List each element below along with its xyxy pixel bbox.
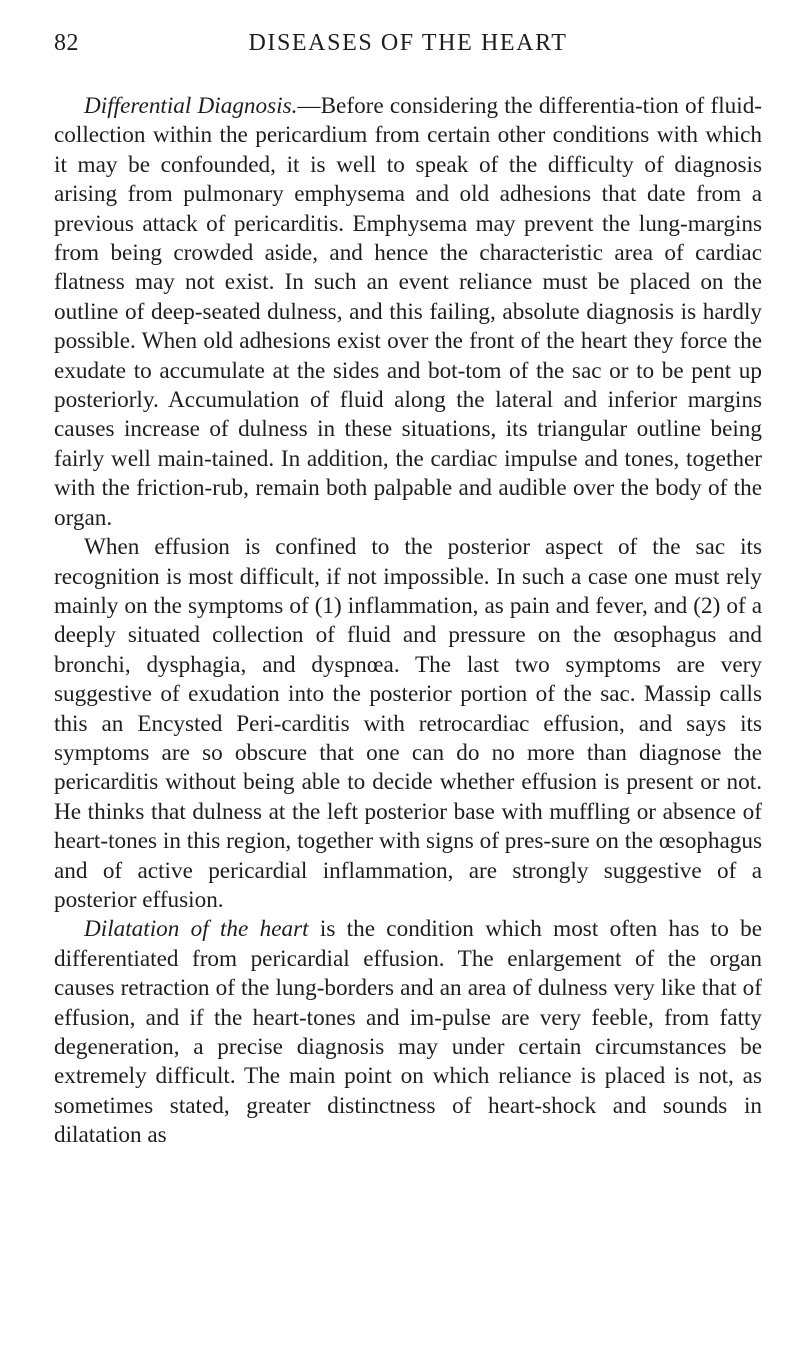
page-header: [54, 30, 762, 70]
body-text: [54, 92, 762, 1151]
paragraph-posterior-effusion: [54, 533, 762, 915]
page-number: 82: [54, 30, 79, 56]
section-heading-dilatation: Dilatation of the heart: [84, 916, 309, 943]
paragraph-text: When effusion is confined to the posterior aspect of the sac its recognition is most difficult, if not impossible. In such a case one must rely mainly on the symptoms of (1) inflammation, as pain and fever, and (2) of a deeply situated collection of fluid and pressure on the œsophagus and bronchi, dysphagia, and dyspnœa. The last two symptoms are very suggestive of exudation into the posterior portion of the sac. Massip calls this an Encysted Peri-carditis with retrocardiac effusion, and says its symptoms are so obscure that one can do no more than diagnose the pericarditis without being able to decide whether effusion is present or not. He thinks that dulness at the left posterior base with muffling or absence of heart-tones in this region, together with signs of pres-sure on the œsophagus and of active pericardial inflammation, are strongly suggestive of a posterior effusion.: [54, 534, 762, 913]
section-heading-differential-diagnosis: Differential Diagnosis.: [84, 93, 298, 119]
paragraph-text: is the condition which most often has to be differentiated from pericardial effusion. The enlargement of the organ causes retraction of the lung-borders and an area of dulness very like that of effusion, and if the heart-tones and im-pulse are very feeble, from fatty degeneration, a precise diagnosis may under certain circumstances be extremely difficult. The main point on which reliance is placed is not, as sometimes stated, greater distinctness of heart-shock and sounds in dilatation as: [54, 916, 762, 1149]
paragraph-text: —Before considering the differentia-tion of fluid-collection within the pericardium from certain other conditions with which it may be confounded, it is well to speak of the difficulty of diagnosis arising from pulmonary emphysema and old adhesions that date from a previous attack of pericarditis. Emphysema may prevent the lung-margins from being crowded aside, and hence the characteristic area of cardiac flatness may not exist. In such an event reliance must be placed on the outline of deep-seated dulness, and this failing, absolute diagnosis is hardly possible. When old adhesions exist over the front of the heart they force the exudate to accumulate at the sides and bot-tom of the sac or to be pent up posteriorly. Accumulation of fluid along the lateral and inferior margins causes increase of dulness in these situations, its triangular outline being fairly well main-tained. In addition, the cardiac impulse and tones, together with the friction-rub, remain both palpable and audible over the body of the organ.: [54, 93, 763, 531]
paragraph-differential-diagnosis: [54, 92, 762, 533]
paragraph-dilatation: [54, 915, 762, 1150]
running-title: DISEASES OF THE HEART: [248, 30, 568, 56]
